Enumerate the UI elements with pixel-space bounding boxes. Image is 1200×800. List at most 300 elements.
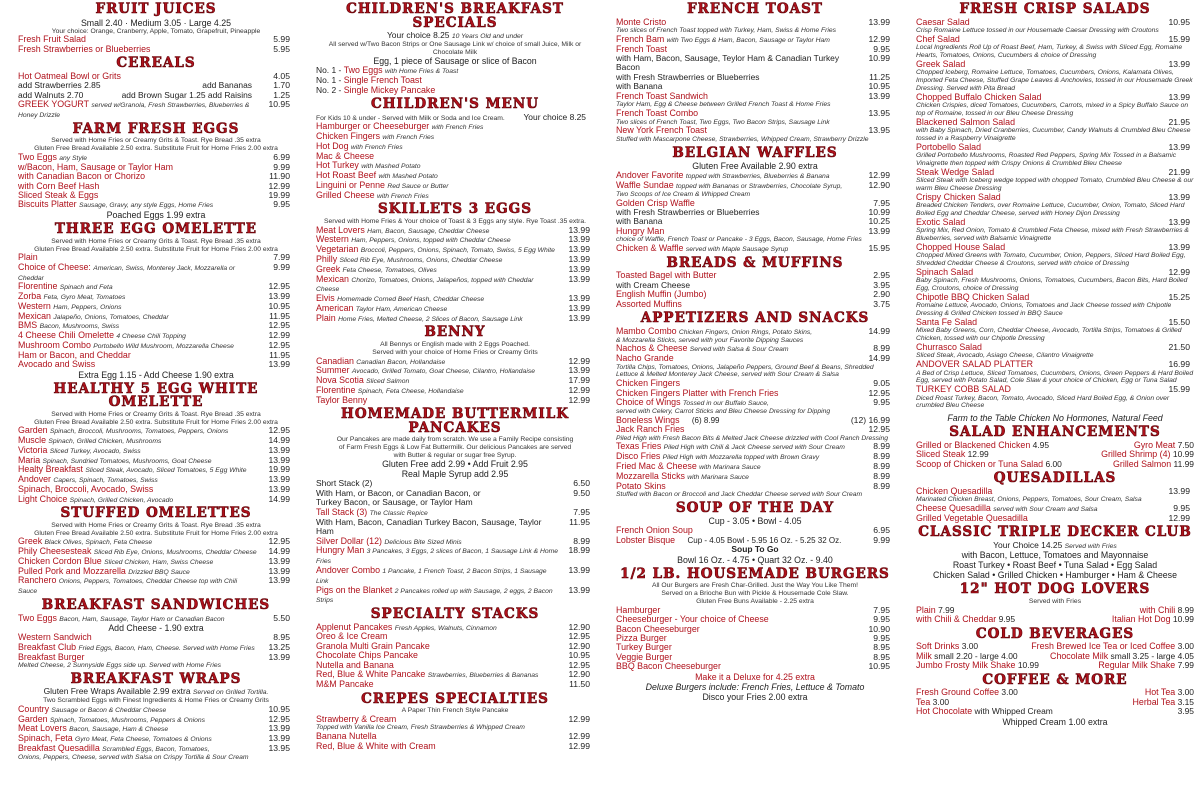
item-description: with French Fries [376, 192, 429, 200]
item-name: Cheeseburger - Your choice of Cheese [616, 614, 769, 625]
item-name: Grilled Cheese [316, 189, 375, 200]
menu-column-1 [0, 0, 300, 800]
item-price: 5.99 [273, 34, 290, 45]
item-name: Boneless Wings [616, 414, 680, 425]
item-price: 13.99 [268, 484, 290, 495]
item-price: 13.99 [1168, 91, 1190, 102]
item-price: 9.99 [873, 534, 890, 545]
item-name: Spinach, Broccoli, Avocado, Swiss [18, 484, 154, 495]
item-name: Two Eggs [18, 612, 57, 623]
item-price: 10.25 [868, 216, 890, 227]
menu-item [916, 118, 1194, 127]
item-name: Turkey Burger [616, 642, 672, 653]
item-name: Maria [18, 454, 41, 465]
item-name: with Fresh Strawberries or Blueberries [616, 71, 760, 82]
menu-item [316, 304, 594, 314]
item-price: 13.99 [268, 575, 290, 586]
item-price: 3.00 [1177, 641, 1194, 652]
item-price: 15.95 [868, 243, 890, 254]
item-name: With Ham, Bacon, Canadian Turkey Bacon, Sausage, Taylor Ham [316, 516, 542, 537]
item-price: 13.99 [1168, 58, 1190, 69]
item-description: Spinach, Tomatoes, Mushrooms, Peppers & Onions [49, 716, 205, 724]
section-heading: HOMEMADE BUTTERMILK PANCAKES [341, 406, 569, 436]
item-name: Garden [18, 713, 48, 724]
item-name: Linguini or Penne [316, 179, 385, 190]
item-name: Chicken & Waffle [616, 243, 684, 254]
item-name: Fresh Ground Coffee [916, 687, 1000, 698]
item-name: Mushroom Combo [18, 340, 91, 351]
item-name: Hungry Man [616, 225, 665, 236]
section-note: Gluten Free add 2.99 • Add Fruit 2.95 [382, 459, 528, 470]
section-heading: COLD BEVERAGES [975, 625, 1135, 642]
item-price: 13.99 [568, 293, 590, 304]
item-price: 15.50 [1168, 316, 1190, 327]
item-name: with Banana [616, 216, 663, 227]
item-description: Piled High with Chili & Jack Cheese served with Sour Cream [663, 444, 845, 452]
item-price: 8.99 [573, 535, 590, 546]
item-name: Canadian [316, 355, 354, 366]
menu-item [18, 567, 294, 577]
item-price: 8.99 [1177, 604, 1194, 615]
item-name: Strawberry & Cream [316, 713, 397, 724]
item-price: 9.95 [998, 614, 1016, 625]
pair-left [916, 460, 1062, 469]
item-price: 6.50 [573, 478, 590, 489]
section-note: with Bacon, Lettuce, Tomatoes and Mayonnaise [961, 550, 1149, 561]
section-heading: QUESADILLAS [993, 470, 1117, 487]
menu-item [616, 662, 894, 671]
deluxe-include: Deluxe Burgers include: French Fries, Lettuce & Tomato [645, 681, 865, 692]
item-price: 13.95 [268, 743, 290, 754]
item-price: 10.95 [868, 81, 890, 92]
item-description: with Mashed Potato [361, 163, 421, 171]
item-note: Onions, Peppers, Cheese, served with Salsa on Crispy Tortilla & Sour Cream [18, 753, 249, 761]
item-price: 7.99 [1177, 660, 1194, 671]
section-note: A Paper Thin French Style Pancake [401, 707, 509, 715]
item-name: Avocado and Swiss [18, 359, 96, 370]
item-description: Delicious Bite Sized Minis [384, 538, 462, 546]
item-name: Choice of Cheese: [18, 261, 91, 272]
item-name: Breakfast Burger [18, 651, 85, 662]
section-note: Served with Home Fries & Your choice of Toast & 3 Eggs any style. Rye Toast .35 extra. [323, 217, 586, 225]
item-name: Plain [316, 312, 336, 323]
choice-note: 10 Years Old and under [451, 33, 524, 41]
section-note: Gluten Free Bread Available 2.50 extra. Substitute Fruit for Home Fries 2.00 extra [34, 418, 278, 426]
section-heading: APPETIZERS AND SNACKS [640, 310, 870, 327]
item-price: small 3.25 - large 4.05 [1110, 650, 1194, 661]
item-note: Chopped Iceberg, Romaine Lettuce, Tomatoes, Cucumbers, Onions, Kalamata Olives, Imported Feta Cheese, Stuffed Grape Leaves & Anchovies, tossed in our Housemade Greek Dressing. Served with Pita Bread [916, 69, 1193, 92]
item-name: Mambo Combo [616, 325, 677, 336]
item-description: 3 Pancakes, 3 Eggs, 2 slices of Bacon, 1 Sausage Link & Home Fries [316, 548, 558, 566]
item-name: English Muffin (Jumbo) [616, 289, 707, 300]
item-price: 12.99 [1168, 266, 1190, 277]
item-description: Bacon, Mushrooms, Swiss [39, 323, 120, 331]
item-name: Chopped House Salad [916, 241, 1006, 252]
item-description: served with Maple Sausage Syrup [685, 246, 789, 254]
item-price: 16.99 [1168, 359, 1190, 370]
item-name: Waffle Sundae [616, 179, 674, 190]
item-price: 13.99 [868, 90, 890, 101]
section-heading: SKILLETS 3 EGGS [378, 201, 532, 218]
item-name: Phily Cheesesteak [18, 546, 92, 557]
item-name: Pigs on the Blanket [316, 584, 393, 595]
item-note: Local Ingredients Roll Up of Roast Beef, Ham, Turkey, & Swiss with Sliced Egg, Romaine Hearts, Tomatoes, Onions, Cucumbers & choice of Dressing [916, 44, 1183, 60]
pair-right [1098, 661, 1194, 670]
item-price: 10.95 [868, 661, 890, 672]
menu-item [316, 357, 594, 367]
section-note: Extra Egg 1.15 - Add Cheese 1.90 extra [78, 369, 234, 380]
item-price: 8.95 [873, 642, 890, 653]
item-name: Turkey Bacon, or Sausage, or Taylor Ham [316, 497, 473, 508]
item-name: Breakfast Club [18, 641, 77, 652]
item-price: 11.95 [569, 516, 590, 527]
menu-item [916, 243, 1194, 252]
item-price: 6.00 [1045, 458, 1062, 469]
item-number: No. 2 - [316, 84, 342, 95]
item-name: Mac & Cheese [316, 150, 375, 161]
section-heading: FRENCH TOAST [687, 1, 823, 17]
item-name: with Chili [1139, 604, 1176, 615]
item-name: BBQ Bacon Cheeseburger [616, 661, 721, 672]
item-price: 11.95 [269, 349, 290, 360]
cereal-addon: add Bananas [202, 80, 252, 91]
item-name: Breakfast Quesadilla [18, 743, 100, 754]
section-heading: FRUIT JUICES [95, 1, 217, 17]
item-name: Toasted Bagel with Butter [616, 270, 717, 281]
item-name: Victoria [18, 444, 48, 455]
section-note: Poached Eggs 1.99 extra [106, 210, 206, 221]
item-price: 13.99 [268, 444, 290, 455]
item-price: 12.99 [568, 384, 590, 395]
item-price: 7.99 [938, 604, 955, 615]
item-name: New York French Toast [616, 125, 707, 136]
item-name: Italian Hot Dog [1111, 614, 1171, 625]
item-name: with Canadian Bacon or Chorizo [18, 171, 146, 182]
item-name: Hot Dog [316, 140, 349, 151]
item-description: The Classic Repice [369, 509, 428, 517]
item-price: 12.95 [268, 713, 290, 724]
cereal-addon: add Brown Sugar 1.25 add Raisins [121, 89, 252, 100]
menu-item [18, 282, 294, 292]
section-note: Our Pancakes are made daily from scratch. We use a Family Recipe consisting [336, 436, 574, 444]
item-price: 12.95 [868, 424, 890, 435]
item-description: Red Sauce or Butter [387, 182, 449, 190]
item-price: 8.95 [873, 651, 890, 662]
item-name: Andover [18, 474, 51, 485]
item-name: Mexican [316, 273, 349, 284]
item-price: 15.25 [1168, 291, 1190, 302]
item-note: Sliced Steak with Iceberg wedge topped with chopped Tomato, Crumbled Bleu Cheese & our warm Bleu Cheese Dressing [916, 177, 1194, 192]
item-name: with Fresh Strawberries or Blueberries [616, 206, 760, 217]
menu-item [916, 268, 1194, 277]
item-name: Gyro Meat [1133, 439, 1176, 450]
item-name: with Chili & Cheddar [916, 614, 997, 625]
item-note: Mixed Baby Greens, Corn, Cheddar Cheese, Avocado, Tortilla Strips, Tomatoes & Grilled Chicken, tossed with our Chipotle Dressing [916, 327, 1182, 343]
menu-column-2 [300, 0, 600, 800]
item-price: 9.95 [873, 397, 890, 408]
item-description: Avocado, Grilled Tomato, Goat Cheese, Cilantro, Hollandaise [351, 368, 535, 376]
section-heading: SPECIALTY STACKS [370, 606, 540, 623]
item-name: w/Bacon, Ham, Sausage or Taylor Ham [18, 161, 173, 172]
item-name: add Strawberries 2.85 [18, 80, 101, 91]
deluxe-note: Make it a Deluxe for 4.25 extra [695, 671, 815, 682]
menu-pair-row [916, 460, 1194, 469]
item-price: 10.99 [1172, 449, 1194, 460]
item-price: 12.90 [868, 179, 890, 190]
section-heading: STUFFED OMELETTES [60, 505, 252, 522]
item-name: Spinach Salad [916, 266, 974, 277]
item-name: Hot Chocolate [916, 706, 973, 717]
item-price: 13.99 [568, 273, 590, 284]
item-name: Light Choice [18, 493, 68, 504]
item-description: Canadian Bacon, Hollandaise [356, 358, 446, 366]
item-name: Andover Favorite [616, 170, 684, 181]
item-price: 10.99 [1172, 614, 1194, 625]
menu-item [18, 576, 294, 596]
item-price: with Whipped Cream [974, 706, 1053, 717]
item-note: Chicken Crispies, diced Tomatoes, Cucumbers, Carrots, mixed in a Spicy Buffalo Sauce on top of Romaine, tossed in our Bleu Cheese Dressing [916, 102, 1189, 117]
item-note: Grilled Portobello Mushrooms, Roasted Red Peppers, Spring Mix Tossed in a Balsamic Vinaigrette then topped with Crispy Onions & Crumbled Bleu Cheese [916, 152, 1177, 167]
item-name: TURKEY COBB SALAD [916, 384, 1011, 395]
menu-item [916, 293, 1194, 302]
item-name: Vegetarian [316, 244, 359, 255]
section-heading: 1/2 LB. HOUSEMADE BURGERS [620, 565, 890, 582]
item-name: American [316, 302, 354, 313]
item-name: with Cream Cheese [616, 279, 691, 290]
item-price: 13.99 [868, 225, 890, 236]
menu-item [616, 181, 894, 191]
item-name: Healty Breakfast [18, 464, 83, 475]
item-price: 21.95 [1168, 116, 1190, 127]
item-price: 4.05 [273, 70, 290, 81]
item-name: Ham or Bacon, and Cheddar [18, 349, 131, 360]
item-description: American, Swiss, Monterey Jack, Mozzarella or Cheddar [18, 264, 236, 282]
section-heading: FARM FRESH EGGS [72, 120, 240, 137]
item-price: 5.50 [273, 612, 290, 623]
item-note: Sliced Steak, Avocado, Asiago Cheese, Cilantro Vinaigrette [916, 352, 1094, 360]
item-name: Jumbo Frosty Milk Shake [916, 660, 1016, 671]
item-description: Scrambled Eggs, Bacon, Tomatoes, [102, 746, 210, 754]
menu-item [916, 143, 1194, 152]
section-note: Bowl 16 Oz. - 4.75 • Quart 32 Oz. - 9.40 [677, 554, 833, 565]
item-name: Greek [316, 263, 341, 274]
item-description: with Two Eggs & Ham, Bacon, Sausage or Taylor Ham [666, 36, 830, 44]
item-name: Silver Dollar (12) [316, 535, 382, 546]
item-name: Summer [316, 365, 350, 376]
item-price: 3.15 [1177, 696, 1194, 707]
item-price: 12.99 [568, 740, 590, 751]
item-name: Cheese Quesadilla [916, 502, 991, 513]
item-name: Blackened Salmon Salad [916, 116, 1015, 127]
item-price: 3.95 [1177, 706, 1194, 717]
item-note: & Mozzarella Sticks, served with your Favorite Dipping Sauces [616, 336, 804, 344]
item-name: Hot Oatmeal Bowl or Grits [18, 70, 121, 81]
item-price: 12.99 [568, 713, 590, 724]
item-name: Chicken Cordon Blue [18, 555, 102, 566]
item-description: Black Olives, Spinach, Feta Cheese [44, 539, 153, 547]
item-price: 13.99 [268, 555, 290, 566]
item-name: Portobello Salad [916, 141, 982, 152]
item-name: Red, Blue & White Pancake [316, 669, 426, 680]
item-note: Melted Cheese, 2 Sunnyside Eggs side up. Served with Home Fries [18, 662, 221, 670]
section-note: Whipped Cream 1.00 extra [1002, 716, 1108, 727]
item-price: 12.90 [568, 621, 590, 632]
item-name: French Toast Combo [616, 108, 699, 119]
item-price: 10.95 [268, 99, 290, 110]
item-name: Chicken Fingers [616, 378, 681, 389]
item-name: Western [316, 234, 349, 245]
menu-item [916, 35, 1194, 44]
item-price: 12.99 [868, 33, 890, 44]
wrap-gluten-note [18, 687, 294, 697]
item-name: Chopped Buffalo Chicken Salad [916, 91, 1042, 102]
item-description: Sausage or Bacon & Cheddar Cheese [51, 706, 167, 714]
item-name: Florentine [316, 384, 356, 395]
item-name: Hot Tea [1144, 687, 1176, 698]
item-price: 13.25 [268, 641, 290, 652]
menu-item [18, 614, 294, 624]
section-heading: HEALTHY 5 EGG WHITE OMELETTE [53, 380, 259, 411]
item-note: Tortilla Chips, Tomatoes, Onions, Jalapeño Peppers, Ground Beef & Beans, Shredded Lettuce & Melted Monterey Jack Cheese, served with Sour Cream & Salsa [616, 363, 874, 379]
item-name: Two Eggs [343, 65, 383, 76]
item-description: Spinach, Grilled Chicken, Mushrooms [48, 438, 162, 446]
item-name: French Toast [616, 43, 668, 54]
item-price: 14.99 [868, 353, 890, 364]
item-description: Homemade Corned Beef Hash, Cheddar Cheese [337, 296, 485, 304]
item-name: Nacho Grande [616, 353, 674, 364]
section-note: Served on a Brioche Bun with Pickle & Housemade Cole Slaw. [661, 590, 849, 598]
kids-choice [316, 31, 594, 41]
item-price: 12.99 [1168, 512, 1190, 523]
item-price: 13.99 [1168, 216, 1190, 227]
item-description: Tossed in our Buffalo Sauce, [682, 400, 769, 408]
menu-item [316, 314, 594, 324]
menu-item [18, 263, 294, 283]
item-price: small 2.20 - large 4.00 [934, 650, 1018, 661]
item-name: Plain [916, 604, 936, 615]
item-price: 9.95 [273, 199, 290, 210]
section-heading: COFFEE & MORE [982, 671, 1128, 688]
item-note: Breaded Chicken Tenders, over Romaine Lettuce, Cucumber, Onion, Tomato, Sliced Hard Boiled Egg and Cheddar Cheese, served with Honey Dijon Dressing [916, 202, 1185, 217]
item-price: 12.99 [568, 355, 590, 366]
item-name: Grilled Vegetable Quesadilla [916, 512, 1028, 523]
item-description: Feta, Gyro Meat, Tomatoes [43, 294, 126, 302]
item-note: Marinated Chicken Breast, Onions, Peppers, Tomatoes, Sour Cream, Salsa [916, 496, 1142, 504]
menu-item [18, 100, 294, 120]
menu-item [18, 292, 294, 302]
item-price: 12.95 [268, 281, 290, 292]
item-price: 8.99 [873, 451, 890, 462]
item-price: 14.99 [268, 493, 290, 504]
item-price: 8.99 [873, 343, 890, 354]
section-note: Chicken Salad • Grilled Chicken • Hamburger • Ham & Cheese [933, 570, 1177, 581]
menu-item [916, 193, 1194, 202]
menu-item [616, 398, 894, 408]
menu-item [316, 566, 594, 586]
item-description: Bacon, Sausage, Ham & Cheese [69, 726, 169, 734]
item-price: 8.99 [873, 441, 890, 452]
menu-item [316, 586, 594, 606]
menu-item [316, 226, 594, 236]
item-name: Hungry Man [316, 545, 365, 556]
menu-item [916, 360, 1194, 369]
item-price: 9.99 [273, 161, 290, 172]
gf-detail: Served on Grilled Tortilla. [192, 689, 269, 697]
item-mid-price: Cup - 4.05 Bowl - 5.95 16 Oz. - 5.25 32 Oz. [687, 535, 842, 545]
item-name: Choice of Wings [616, 397, 681, 408]
item-note: Two slices of French Toast, Two Eggs, Two Bacon Strips, Sausage Link [616, 118, 830, 126]
item-name: Santa Fe Salad [916, 316, 978, 327]
menu-item [616, 354, 894, 363]
menu-item [316, 546, 594, 566]
item-description: with Home Fries & Toast [384, 68, 459, 76]
choice-price: Your choice 8.25 [523, 111, 586, 122]
pair-right [1112, 615, 1194, 624]
menu-item [316, 294, 594, 304]
section-note: Egg, 1 piece of Sausage or slice of Bacon [373, 56, 537, 67]
menu-item [616, 327, 894, 337]
menu-pair-row [916, 707, 1194, 716]
item-name: Zorba [18, 291, 42, 302]
item-price: 13.99 [568, 302, 590, 313]
item-price: 3.00 [961, 641, 979, 652]
menu-pair-row [916, 661, 1194, 670]
menu-item [916, 487, 1194, 496]
item-name: Regular Milk Shake [1098, 660, 1176, 671]
section-note: Your choice: Orange, Cranberry, Apple, Tomato, Grapefruit, Pineapple [51, 27, 261, 35]
menu-item [316, 255, 594, 265]
item-note: Stuffed with Bacon or Broccoli and Jack Cheddar Cheese served with Sour Cream [616, 491, 863, 499]
item-description: Ham, Peppers, Onions, topped with Cheddar Cheese [351, 237, 511, 245]
item-description: 4 Cheese Chili Topping [116, 333, 186, 341]
item-name: Single French Toast [343, 75, 422, 86]
menu-item [316, 191, 594, 201]
menu-item [18, 302, 294, 312]
item-name: Philly [316, 253, 338, 264]
item-name: Scoop of Chicken or Tuna Salad [916, 458, 1044, 469]
menu-item [18, 705, 294, 715]
menu-item [18, 744, 294, 754]
item-price: 9.99 [273, 261, 290, 272]
item-name: Lobster Bisque [616, 534, 676, 545]
item-description: with French Fries [382, 134, 435, 142]
item-description: Fried Eggs, Bacon, Ham, Cheese. Served with Home Fries [78, 644, 255, 652]
item-description: with Mashed Potato [378, 172, 438, 180]
item-name: Steak Wedge Salad [916, 166, 995, 177]
item-name: Country [18, 703, 50, 714]
section-note: Served with Home Fries or Creamy Grits & Toast. Rye Bread .35 extra [51, 521, 261, 529]
item-name: French Bam [616, 33, 665, 44]
section-note: Gluten Free Buns Available - 2.25 extra [696, 597, 814, 605]
item-price: 13.99 [268, 733, 290, 744]
item-name: Monte Cristo [616, 16, 667, 27]
item-name: Texas Fries [616, 441, 662, 452]
menu-item [316, 245, 594, 255]
item-price: 13.99 [568, 244, 590, 255]
menu-item [616, 109, 894, 118]
menu-item [316, 715, 594, 724]
menu-item [316, 742, 594, 751]
section-heading: BREAKFAST SANDWICHES [41, 597, 271, 614]
item-price: 9.50 [573, 487, 590, 498]
menu-column-3 [600, 0, 900, 800]
item-name: Hot Turkey [316, 160, 359, 171]
item-name: Disco Fries [616, 451, 661, 462]
pair-left [916, 661, 1039, 670]
item-name: Oreo & Ice Cream [316, 631, 388, 642]
section-heading: FRESH CRISP SALADS [959, 1, 1151, 17]
item-price: 15.99 [1168, 33, 1190, 44]
